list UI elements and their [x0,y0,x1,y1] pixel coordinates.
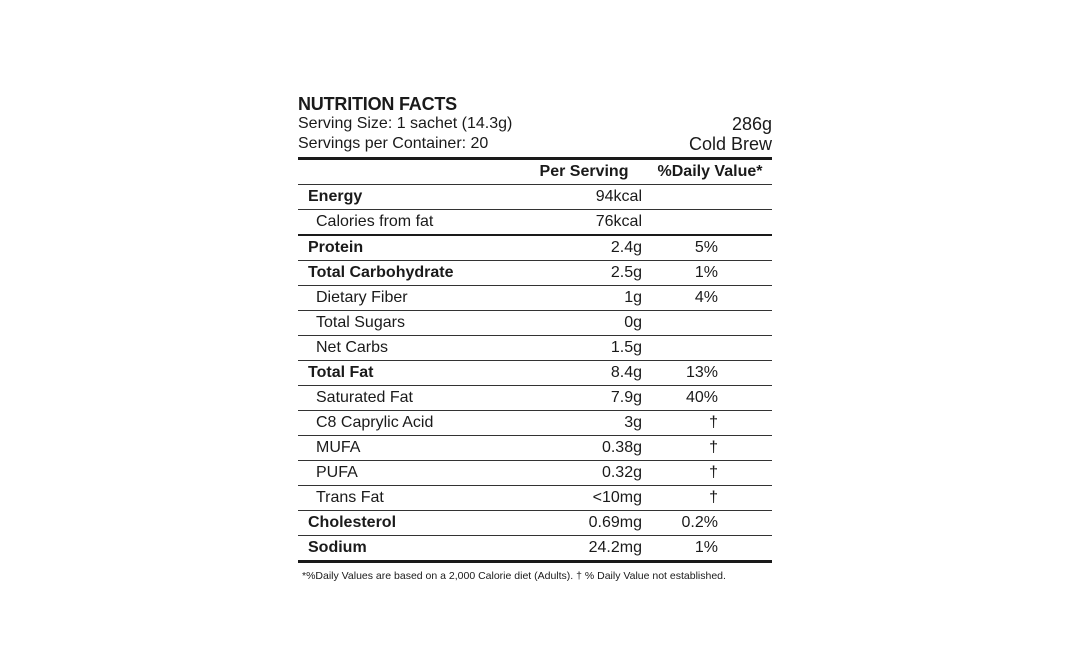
nutrient-name: C8 Caprylic Acid [298,411,520,436]
per-serving-value: 0g [520,311,648,336]
nutrition-table [298,160,772,563]
table-row [298,185,772,210]
nutrient-name: Saturated Fat [298,386,520,411]
table-row [298,210,772,236]
flavor-name: Cold Brew [688,134,772,154]
nutrient-name: Sodium [298,536,520,562]
table-row [298,486,772,511]
table-row [298,235,772,261]
daily-value: † [648,411,772,436]
column-header-per-serving: Per Serving [520,160,648,185]
per-serving-value: 0.32g [520,461,648,486]
table-row [298,261,772,286]
nutrition-title: NUTRITION FACTS [298,94,457,114]
column-header-daily-value: %Daily Value* [648,160,772,185]
per-serving-value: 94kcal [520,185,648,210]
table-row [298,336,772,361]
nutrient-name: Net Carbs [298,336,520,361]
daily-value: 1% [648,536,772,562]
daily-value [648,336,772,361]
daily-value [648,311,772,336]
daily-value: † [648,461,772,486]
serving-header [298,114,772,154]
nutrient-name: Trans Fat [298,486,520,511]
per-serving-value: 0.38g [520,436,648,461]
per-serving-value: 3g [520,411,648,436]
per-serving-value: 76kcal [520,210,648,236]
nutrition-facts-panel [298,94,772,583]
per-serving-value: 0.69mg [520,511,648,536]
daily-value: 1% [648,261,772,286]
daily-value: 0.2% [648,511,772,536]
daily-value: 5% [648,235,772,261]
per-serving-value: 2.4g [520,235,648,261]
footnote: *%Daily Values are based on a 2,000 Calorie diet (Adults). † % Daily Value not established. [302,570,726,582]
nutrient-name: Total Sugars [298,311,520,336]
table-row [298,361,772,386]
table-row [298,436,772,461]
nutrient-name: Total Fat [298,361,520,386]
per-serving-value: 8.4g [520,361,648,386]
table-row [298,511,772,536]
table-row [298,311,772,336]
per-serving-value: 7.9g [520,386,648,411]
nutrient-name: Dietary Fiber [298,286,520,311]
daily-value [648,185,772,210]
table-row [298,411,772,436]
table-row [298,536,772,562]
per-serving-value: <10mg [520,486,648,511]
daily-value: 13% [648,361,772,386]
daily-value: † [648,436,772,461]
daily-value [648,210,772,236]
nutrient-name: Protein [298,235,520,261]
per-serving-value: 24.2mg [520,536,648,562]
nutrient-name: MUFA [298,436,520,461]
daily-value: 40% [648,386,772,411]
table-header-row [298,160,772,185]
servings-per-container: Servings per Container: 20 [298,135,489,152]
package-info [689,114,772,154]
nutrient-name: Cholesterol [298,511,520,536]
package-weight: 286g [731,114,772,134]
per-serving-value: 2.5g [520,261,648,286]
table-row [298,386,772,411]
daily-value: 4% [648,286,772,311]
column-header-nutrient [298,160,520,185]
nutrient-name: Total Carbohydrate [298,261,520,286]
per-serving-value: 1g [520,286,648,311]
serving-size: Serving Size: 1 sachet (14.3g) [298,115,513,132]
nutrient-name: PUFA [298,461,520,486]
table-row [298,461,772,486]
serving-info [298,114,512,154]
nutrient-name: Energy [298,185,520,210]
daily-value: † [648,486,772,511]
per-serving-value: 1.5g [520,336,648,361]
nutrient-rows [298,185,772,562]
nutrient-name: Calories from fat [298,210,520,236]
table-row [298,286,772,311]
